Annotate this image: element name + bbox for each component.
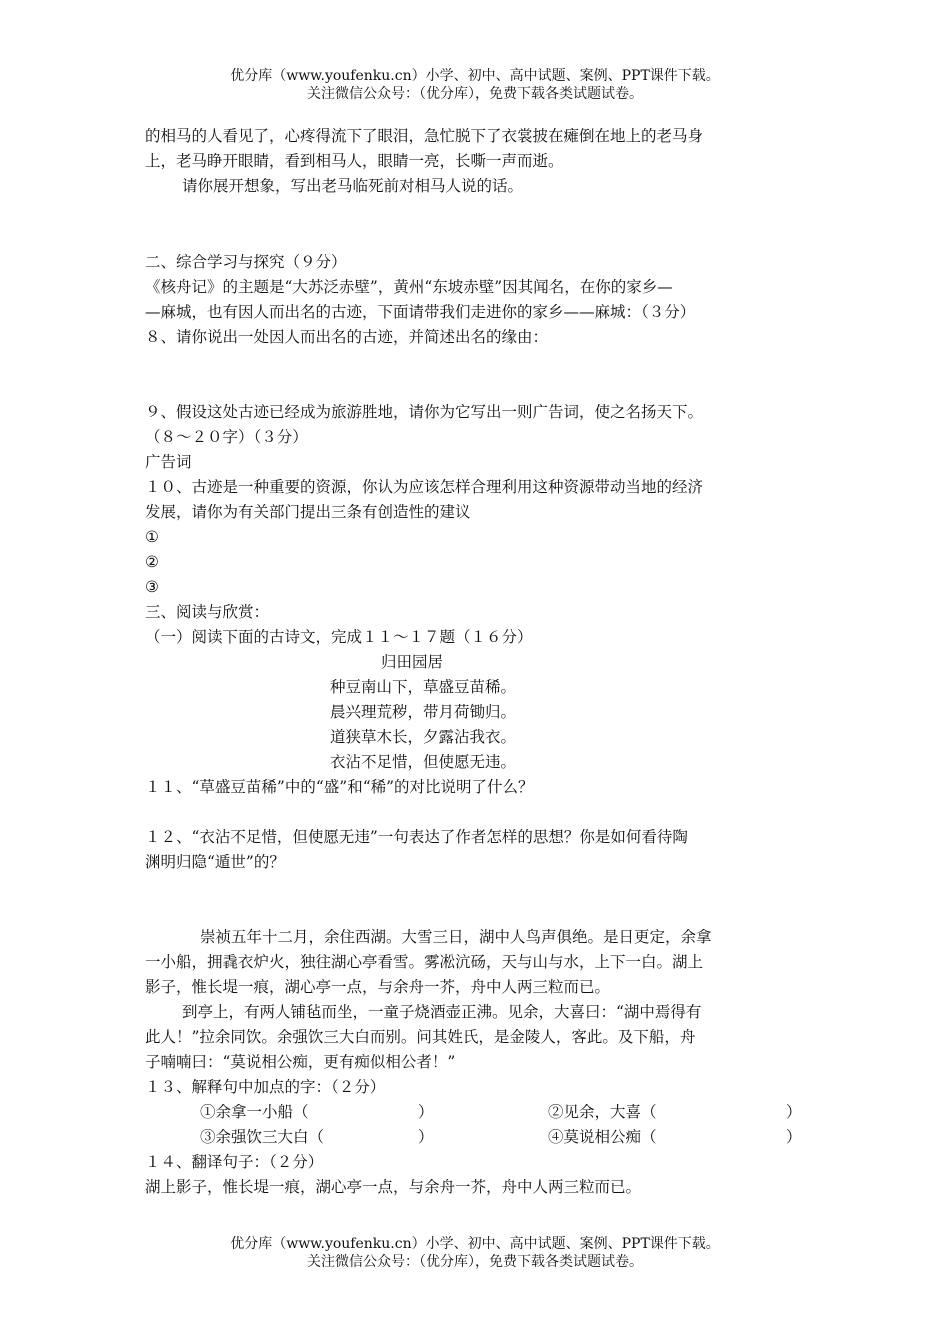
question-12-line-2: 渊明归隐“遁世”的？ [145, 853, 285, 871]
poem-line-3: 道狭草木长，夕露沾我衣。 [330, 728, 517, 746]
section3-part1-heading: （一）阅读下面的古诗文，完成１１～１７题（１６分） [145, 628, 533, 646]
question-11: １１、“草盛豆苗稀”中的“盛”和“稀”的对比说明了什么？ [145, 778, 534, 796]
q14-sentence: 湖上影子，惟长堤一痕，湖心亭一点，与余舟一芥，舟中人两三粒而已。 [145, 1178, 642, 1196]
suggestion-3-marker: ③ [145, 578, 159, 596]
question-9-line-2: （８～２０字）（３分） [145, 428, 308, 446]
q13-item-4: ④莫说相公痴（ [548, 1128, 657, 1146]
q13-item-4-close: ） [786, 1128, 802, 1146]
page-footer-line1: 优分库（www.youfenku.cn）小学、初中、高中试题、案例、PPT课件下载。 [230, 1236, 720, 1252]
question-14: １４、翻译句子：（２分） [145, 1153, 324, 1171]
question-10-line-1: １０、古迹是一种重要的资源，你认为应该怎样合理利用这种资源带动当地的经济 [145, 478, 704, 496]
ad-label: 广告词 [145, 453, 192, 471]
poem-line-4: 衣沾不足惜，但使愿无违。 [330, 753, 517, 771]
section2-intro-1: 《核舟记》的主题是“大苏泛赤壁”，黄州“东坡赤壁”因其闻名，在你的家乡— [145, 278, 673, 296]
q13-item-1-close: ） [418, 1103, 434, 1121]
section2-title: 二、综合学习与探究（９分） [145, 253, 347, 271]
q13-item-2-close: ） [786, 1103, 802, 1121]
suggestion-2-marker: ② [145, 553, 159, 571]
q13-item-3: ③余强饮三大白（ [200, 1128, 325, 1146]
prose-line-6: 子喃喃曰：“莫说相公痴，更有痴似相公者！” [145, 1053, 456, 1071]
section3-title: 三、阅读与欣赏： [145, 603, 270, 621]
question-8: ８、请你说出一处因人而出名的古迹，并简述出名的缘由： [145, 328, 549, 346]
page-footer-line2: 关注微信公众号：（优分库），免费下载各类试题试卷。 [307, 1254, 643, 1270]
page-header-line2: 关注微信公众号：（优分库），免费下载各类试题试卷。 [307, 86, 643, 102]
page-header-line1: 优分库（www.youfenku.cn）小学、初中、高中试题、案例、PPT课件下载。 [230, 68, 720, 84]
q13-item-3-close: ） [418, 1128, 434, 1146]
question-9-line-1: ９、假设这处古迹已经成为旅游胜地，请你为它写出一则广告词，使之名扬天下。 [145, 403, 704, 421]
prose-line-1: 崇祯五年十二月，余住西湖。大雪三日，湖中人鸟声俱绝。是日更定，余拿 [200, 928, 712, 946]
question-13: １３、解释句中加点的字：（２分） [145, 1078, 386, 1096]
q7-prompt: 请你展开想象，写出老马临死前对相马人说的话。 [182, 177, 524, 195]
story-line-2: 上，老马睁开眼睛，看到相马人，眼睛一亮，长嘶一声而逝。 [145, 152, 564, 170]
suggestion-1-marker: ① [145, 528, 159, 546]
prose-line-4: 到亭上，有两人铺毡而坐，一童子烧酒壶正沸。见余，大喜曰：“湖中焉得有 [182, 1003, 702, 1021]
section2-intro-2: —麻城，也有因人而出名的古迹，下面请带我们走进你的家乡——麻城：（３分） [145, 303, 696, 321]
poem-title: 归田园居 [381, 653, 444, 671]
story-line-1: 的相马的人看见了，心疼得流下了眼泪，急忙脱下了衣裳披在瘫倒在地上的老马身 [145, 127, 704, 145]
poem-line-1: 种豆南山下，草盛豆苗稀。 [330, 678, 517, 696]
prose-line-2: 一小船，拥毳衣炉火，独往湖心亭看雪。雾凇沆砀，天与山与水，上下一白。湖上 [145, 953, 704, 971]
q13-item-2: ②见余，大喜（ [548, 1103, 657, 1121]
question-10-line-2: 发展，请你为有关部门提出三条有创造性的建议 [145, 503, 471, 521]
question-12-line-1: １２、“衣沾不足惜，但使愿无违”一句表达了作者怎样的思想？你是如何看待陶 [145, 828, 688, 846]
poem-line-2: 晨兴理荒秽，带月荷锄归。 [330, 703, 517, 721]
q13-item-1: ①余拿一小船（ [200, 1103, 309, 1121]
prose-line-3: 影子，惟长堤一痕，湖心亭一点，与余舟一芥，舟中人两三粒而已。 [145, 978, 611, 996]
prose-line-5: 此人！”拉余同饮。余强饮三大白而别。问其姓氏，是金陵人，客此。及下船，舟 [145, 1028, 696, 1046]
